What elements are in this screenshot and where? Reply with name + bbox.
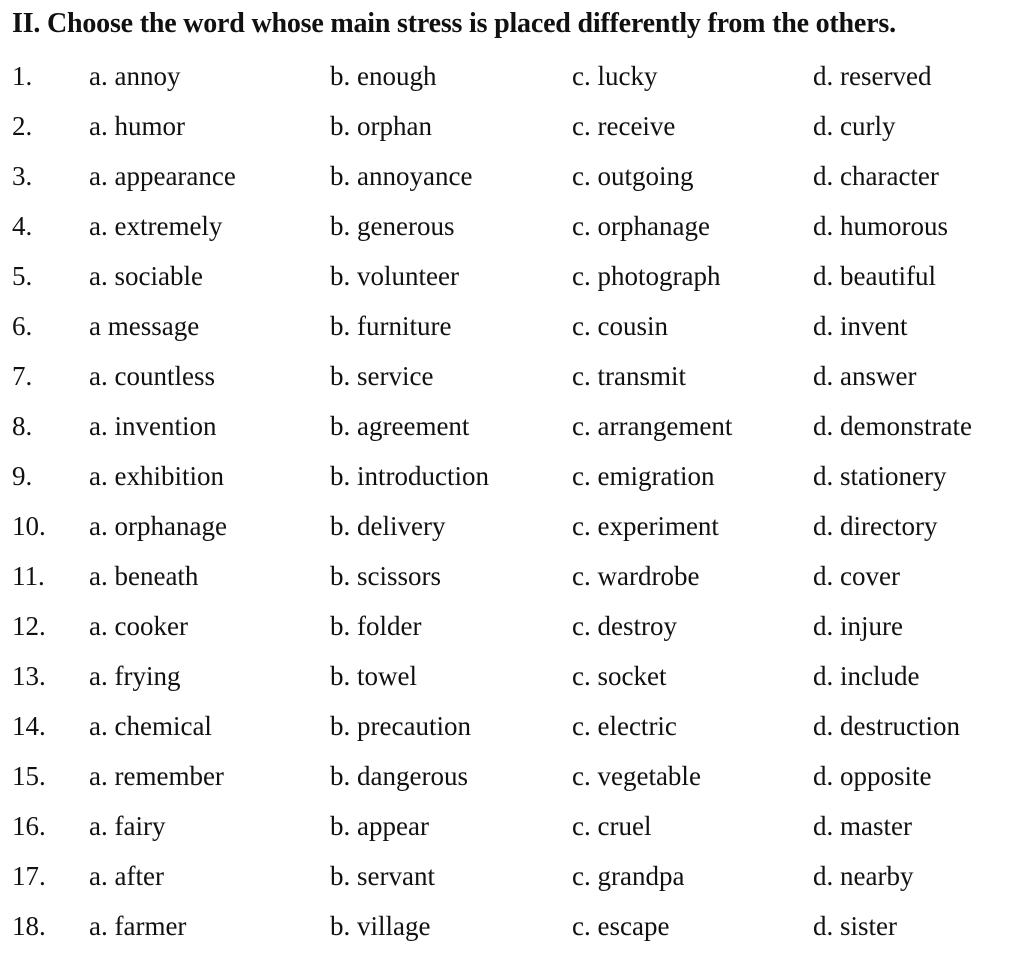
option-b: b. towel bbox=[330, 661, 417, 691]
option-b: b. folder bbox=[330, 611, 422, 641]
question-number: 9. bbox=[12, 461, 33, 491]
question-row bbox=[0, 852, 1024, 902]
question-row bbox=[0, 802, 1024, 852]
question-row bbox=[0, 452, 1024, 502]
option-a: a. farmer bbox=[89, 911, 187, 941]
option-d: d. curly bbox=[813, 111, 896, 141]
question-row bbox=[0, 402, 1024, 452]
option-a: a. sociable bbox=[89, 261, 203, 291]
option-a: a. extremely bbox=[89, 211, 223, 241]
option-c: c. socket bbox=[572, 661, 667, 691]
option-b: b. annoyance bbox=[330, 161, 473, 191]
option-b: b. furniture bbox=[330, 311, 452, 341]
option-b: b. delivery bbox=[330, 511, 446, 541]
option-c: c. grandpa bbox=[572, 861, 685, 891]
question-number: 2. bbox=[12, 111, 33, 141]
option-b: b. volunteer bbox=[330, 261, 459, 291]
question-number: 15. bbox=[12, 761, 46, 791]
option-a: a. invention bbox=[89, 411, 217, 441]
question-number: 10. bbox=[12, 511, 46, 541]
option-a: a. exhibition bbox=[89, 461, 224, 491]
option-a: a. countless bbox=[89, 361, 215, 391]
option-a: a. annoy bbox=[89, 61, 181, 91]
question-row bbox=[0, 552, 1024, 602]
option-d: d. cover bbox=[813, 561, 900, 591]
option-d: d. nearby bbox=[813, 861, 914, 891]
option-c: c. transmit bbox=[572, 361, 686, 391]
option-d: d. sister bbox=[813, 911, 897, 941]
option-c: c. receive bbox=[572, 111, 676, 141]
question-number: 12. bbox=[12, 611, 46, 641]
option-d: d. directory bbox=[813, 511, 938, 541]
option-d: d. demonstrate bbox=[813, 411, 972, 441]
option-c: c. vegetable bbox=[572, 761, 701, 791]
question-row bbox=[0, 52, 1024, 102]
question-row bbox=[0, 602, 1024, 652]
option-a: a. after bbox=[89, 861, 164, 891]
option-c: c. emigration bbox=[572, 461, 715, 491]
question-row bbox=[0, 252, 1024, 302]
option-a: a. frying bbox=[89, 661, 181, 691]
option-b: b. agreement bbox=[330, 411, 470, 441]
question-row bbox=[0, 152, 1024, 202]
question-row bbox=[0, 652, 1024, 702]
option-b: b. generous bbox=[330, 211, 455, 241]
question-number: 16. bbox=[12, 811, 46, 841]
question-list bbox=[0, 52, 1024, 952]
question-number: 17. bbox=[12, 861, 46, 891]
option-d: d. stationery bbox=[813, 461, 947, 491]
option-d: d. invent bbox=[813, 311, 908, 341]
option-a: a. appearance bbox=[89, 161, 236, 191]
option-a: a. fairy bbox=[89, 811, 166, 841]
option-b: b. servant bbox=[330, 861, 435, 891]
option-c: c. cruel bbox=[572, 811, 652, 841]
option-d: d. reserved bbox=[813, 61, 932, 91]
option-b: b. introduction bbox=[330, 461, 489, 491]
option-c: c. destroy bbox=[572, 611, 677, 641]
option-b: b. appear bbox=[330, 811, 429, 841]
question-row bbox=[0, 502, 1024, 552]
question-row bbox=[0, 302, 1024, 352]
option-c: c. orphanage bbox=[572, 211, 710, 241]
option-d: d. character bbox=[813, 161, 939, 191]
question-number: 14. bbox=[12, 711, 46, 741]
option-b: b. scissors bbox=[330, 561, 442, 591]
option-d: d. opposite bbox=[813, 761, 932, 791]
option-d: d. include bbox=[813, 661, 920, 691]
option-d: d. injure bbox=[813, 611, 903, 641]
option-c: c. arrangement bbox=[572, 411, 733, 441]
option-a: a. humor bbox=[89, 111, 185, 141]
option-c: c. experiment bbox=[572, 511, 719, 541]
option-b: b. precaution bbox=[330, 711, 471, 741]
question-row bbox=[0, 352, 1024, 402]
question-row bbox=[0, 752, 1024, 802]
option-a: a. cooker bbox=[89, 611, 188, 641]
option-c: c. photograph bbox=[572, 261, 721, 291]
option-c: c. lucky bbox=[572, 61, 658, 91]
option-d: d. master bbox=[813, 811, 912, 841]
question-number: 6. bbox=[12, 311, 33, 341]
question-number: 5. bbox=[12, 261, 33, 291]
question-row bbox=[0, 702, 1024, 752]
question-number: 11. bbox=[12, 561, 45, 591]
option-c: c. escape bbox=[572, 911, 670, 941]
question-row bbox=[0, 202, 1024, 252]
option-b: b. dangerous bbox=[330, 761, 468, 791]
option-c: c. outgoing bbox=[572, 161, 694, 191]
option-d: d. beautiful bbox=[813, 261, 936, 291]
question-number: 7. bbox=[12, 361, 33, 391]
question-row bbox=[0, 102, 1024, 152]
option-c: c. cousin bbox=[572, 311, 668, 341]
option-c: c. electric bbox=[572, 711, 677, 741]
option-a: a. orphanage bbox=[89, 511, 227, 541]
option-d: d. destruction bbox=[813, 711, 960, 741]
question-number: 3. bbox=[12, 161, 33, 191]
option-d: d. answer bbox=[813, 361, 917, 391]
question-number: 13. bbox=[12, 661, 46, 691]
option-a: a. chemical bbox=[89, 711, 212, 741]
option-a: a message bbox=[89, 311, 200, 341]
question-number: 18. bbox=[12, 911, 46, 941]
option-d: d. humorous bbox=[813, 211, 948, 241]
option-b: b. village bbox=[330, 911, 431, 941]
option-b: b. enough bbox=[330, 61, 437, 91]
option-b: b. orphan bbox=[330, 111, 432, 141]
question-number: 8. bbox=[12, 411, 33, 441]
question-number: 1. bbox=[12, 61, 33, 91]
question-row bbox=[0, 902, 1024, 952]
option-c: c. wardrobe bbox=[572, 561, 700, 591]
option-a: a. remember bbox=[89, 761, 224, 791]
question-number: 4. bbox=[12, 211, 33, 241]
exercise-title: II. Choose the word whose main stress is placed differently from the others. bbox=[12, 8, 896, 39]
option-b: b. service bbox=[330, 361, 434, 391]
option-a: a. beneath bbox=[89, 561, 199, 591]
